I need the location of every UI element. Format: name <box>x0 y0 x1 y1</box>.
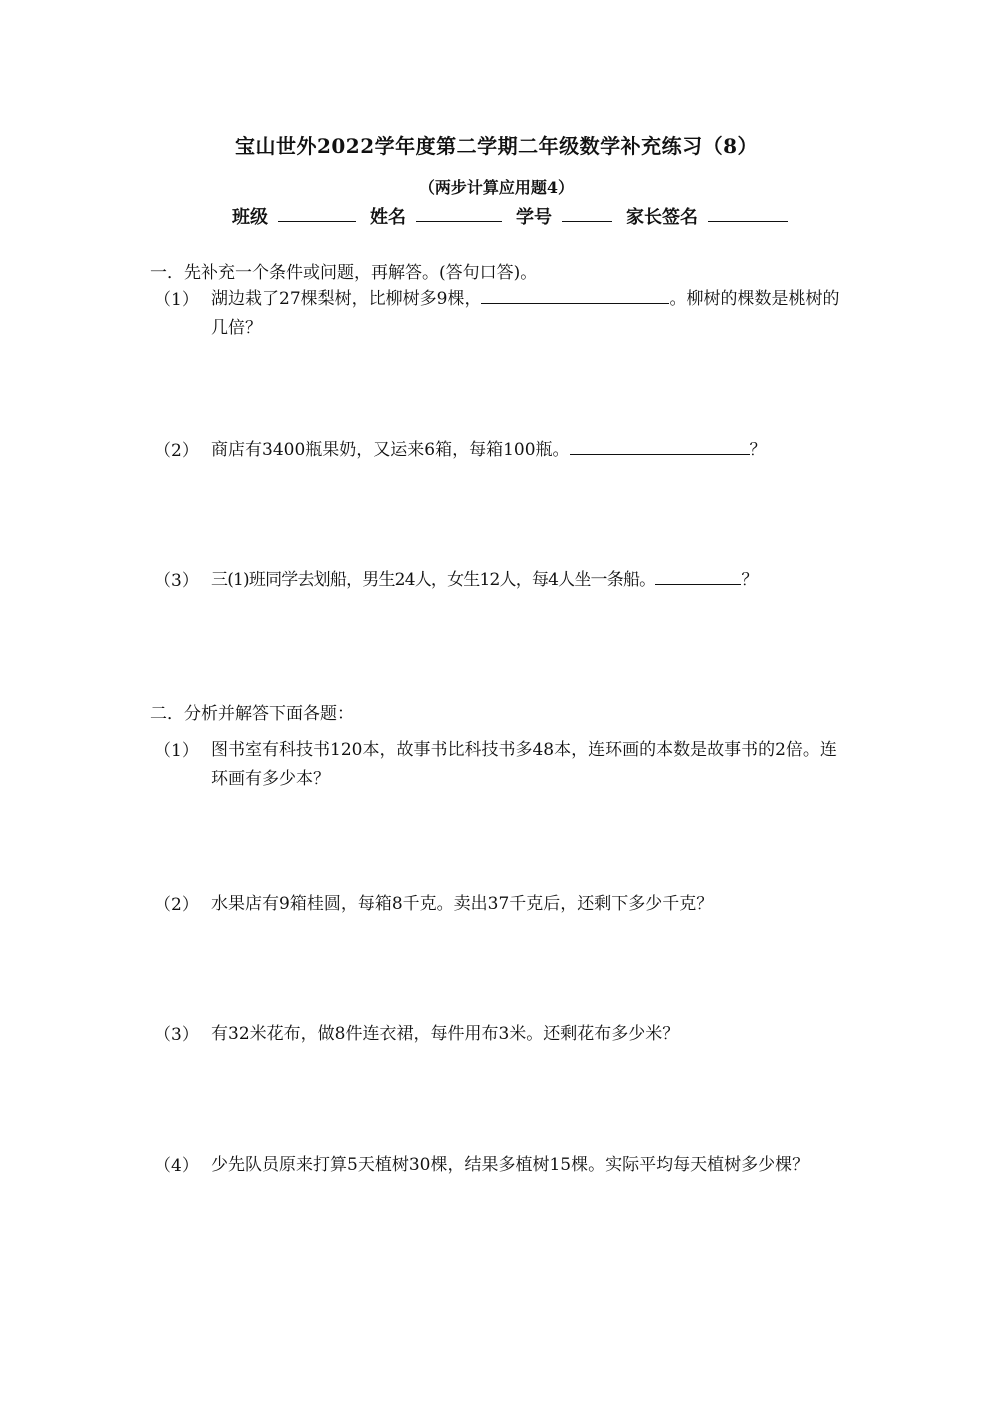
question-text: 有32米花布，做8件连衣裙，每件用布3米。还剩花布多少米？ <box>211 1024 680 1044</box>
student-info-row <box>232 203 788 229</box>
question-text: ？ <box>749 440 767 460</box>
question-text: ？ <box>741 570 759 590</box>
page-title: 宝山世外2022学年度第二学期二年级数学补充练习（8） <box>234 134 759 158</box>
question-number: （1） <box>154 741 199 761</box>
question-number: （2） <box>154 895 199 915</box>
student-number-field[interactable] <box>562 203 612 222</box>
question-number: （4） <box>154 1156 199 1176</box>
question-number: （3） <box>154 1025 199 1045</box>
page-subtitle: （两步计算应用题4） <box>418 178 575 197</box>
name-label: 姓名 <box>370 207 406 228</box>
parent-signature-label: 家长签名 <box>626 207 698 228</box>
name-field[interactable] <box>416 203 502 222</box>
question-number: （3） <box>154 571 199 591</box>
class-label: 班级 <box>232 207 268 228</box>
question-text: 商店有3400瓶果奶，又运来6箱，每箱100瓶。 <box>211 440 570 460</box>
question-number: （1） <box>154 290 199 310</box>
student-number-label: 学号 <box>516 207 552 228</box>
question-text: 少先队员原来打算5天植树30棵，结果多植树15棵。实际平均每天植树多少棵？ <box>211 1155 810 1175</box>
question-text: 水果店有9箱桂圆，每箱8千克。卖出37千克后，还剩下多少千克？ <box>211 894 714 914</box>
answer-blank[interactable] <box>655 568 741 585</box>
question-number: （2） <box>154 441 199 461</box>
answer-blank[interactable] <box>481 287 669 304</box>
class-field[interactable] <box>278 203 356 222</box>
answer-blank[interactable] <box>570 438 750 455</box>
parent-signature-field[interactable] <box>708 203 788 222</box>
section-1-heading: 一．先补充一个条件或问题，再解答。(答句口答)。 <box>150 263 538 283</box>
question-text: 三(1)班同学去划船，男生24人，女生12人，每4人坐一条船。 <box>211 570 656 590</box>
section-2-heading: 二．分析并解答下面各题： <box>150 704 354 724</box>
question-text: 。柳树的棵数是桃树的几倍？ <box>211 289 840 338</box>
question-text: 湖边栽了27棵梨树，比柳树多9棵， <box>211 289 482 309</box>
question-text: 图书室有科技书120本，故事书比科技书多48本，连环画的本数是故事书的2倍。连环画有多少本？ <box>211 740 837 789</box>
